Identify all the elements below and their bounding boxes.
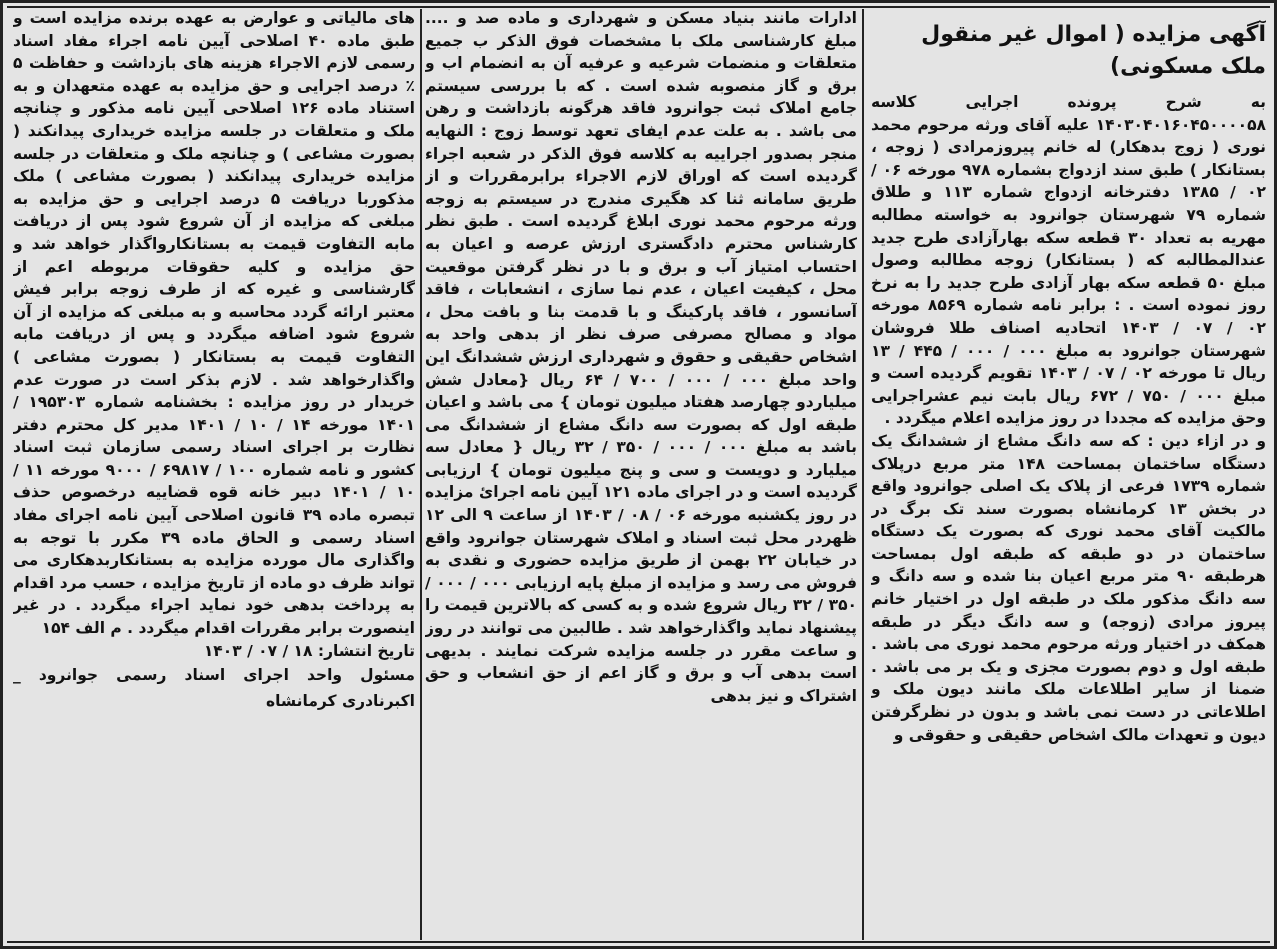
column-divider xyxy=(862,9,864,940)
notice-text-right: به شرح پرونده اجرایی کلاسه ۱۴۰۳۰۴۰۱۶۰۴۵۰۰۰۰۵۸ علیه آقای ورثه مرحوم محمد نوری ( زوج بدهکار) له خانم پیروزمرادی ( زوجه ، بستانکار ) طبق سند ازدواج بشماره ۹۷۸ مورخه ۰۶ / ۰۲ / ۱۳۸۵ دفترخانه ازدواج شماره ۱۱۳ و طلاق شماره ۷۹ شهرستان جوانرود به خواسته مطالبه مهریه به تعداد ۳۰ قطعه سکه بهارآزادی طرح جدید عندالمطالبه که ( بستانکار) زوجه مطالبه وصول مبلغ ۵۰ قطعه سکه بهار آزادی طرح جدید را به نرخ روز نموده است . : برابر نامه شماره ۸۵۶۹ مورخه ۰۲ / ۰۷ / ۱۴۰۳ اتحادیه اصناف طلا فروشان شهرستان جوانرود به مبلغ ۰۰۰ / ۰۰۰ / ۴۴۵ / ۱۳ ریال تا مورخه ۰۲ / ۰۷ / ۱۴۰۳ تقویم گردیده است و مبلغ ۰۰۰ / ۷۵۰ / ۶۷۲ ریال بابت نیم عشراجرایی وحق مزایده که مجددا در روز مزایده اعلام میگردد . و در ازاء دین : که سه دانگ مشاع از ششدانگ یک دستگاه ساختمان بمساحت ۱۴۸ متر مربع درپلاک شماره ۱۷۳۹ فرعی از پلاک یک اصلی جوانرود واقع در بخش ۱۳ کرمانشاه بصورت سند تک برگ در مالکیت آقای محمد نوری که بصورت یک دستگاه ساختمان در دو طبقه که طبقه اول بمساحت هرطبقه ۹۰ متر مربع اعیان بنا شده و سه دانگ و سه دانگ مذکور ملک در طبقه اول در اختیار خانم پیروز مرادی (زوجه) و سه دانگ دیگر در طبقه همکف در اختیار ورثه مرحوم محمد نوری می باشد . طبقه اول و دوم بصورت مجزی و یک بر می باشد . ضمنا از سایر اطلاعات ملک مانند دیون ملک و اطلاعاتی در دست نمی باشد و بدون در نظرگرفتن دیون و تعهدات مالک اشخاص حقیقی و حقوقی و xyxy=(871,93,1266,744)
column-divider xyxy=(420,9,422,940)
notice-text-left: های مالیاتی و عوارض به عهده برنده مزایده است و طبق ماده ۴۰ اصلاحی آیین نامه اجراء مفاد اسناد رسمی لازم الاجراء هزینه های بازداشت و حفاظت ۵ ٪ درصد اجرایی و حق مزایده به عهده متعهدان و به استناد ماده ۱۲۶ اصلاحی آیین نامه مذکور و چنانچه ملک و متعلقات در جلسه مزایده خریداری پیدانکند ( بصورت مشاعی ) و چنانچه ملک و متعلقات در جلسه مزایده خریداری پیدانکند ( بصورت مشاعی ) ملک مذکوربا دریافت ۵ درصد اجرایی و حق مزایده به مبلغی که مزایده از آن شروع شود پس از دریافت مابه التفاوت قیمت به بستانکارواگذار خواهد شد و حق مزایده و کلیه حقوقات مربوطه اعم از گارشناسی و غیره که از طرف زوجه برابر فیش معتبر ارائه گردد محاسبه و به مبلغی که مزایده از آن شروع شود اضافه میگردد و پس از دریافت مابه التفاوت قیمت به بستانکار ( بصورت مشاعی ) واگذارخواهد شد . لازم بذکر است در صورت عدم خریدار در روز مزایده : بخشنامه شماره ۱۹۵۳۰۳ / ۱۴۰۱ مورخه ۱۴ / ۱۰ / ۱۴۰۱ مدیر کل محترم دفتر نظارت بر اجرای اسناد رسمی سازمان ثبت اسناد کشور و نامه شماره ۱۰۰ / ۶۹۸۱۷ / ۹۰۰۰ مورخه ۱۱ / ۱۰ / ۱۴۰۱ دبیر خانه قوه قضاییه درخصوص حذف تبصره ماده ۳۹ قانون اصلاحی آیین نامه اجرای مفاد اسناد رسمی و الحاق ماده ۳۹ مکرر با توجه به واگذاری مال مورده مزایده به بستانکاربدهکاری می تواند ظرف دو ماده از تاریخ مزایده ، حسب مرد اقدام به پرداخت بدهی خود نماید اجراء میگردد . در غیر اینصورت برابر مقررات اقدام میگردد . م الف ۱۵۴ xyxy=(13,9,415,638)
column-right xyxy=(871,7,1266,942)
notice-text-middle: ادارات مانند بنیاد مسکن و شهرداری و ماده صد و .... مبلغ کارشناسی ملک با مشخصات فوق الذکر ب جمیع متعلقات و منضمات شرعیه و عرفیه آن به انضمام اب و برق و گاز منصوبه شده است . که با بررسی سیستم جامع املاک ثبت جوانرود فاقد هرگونه بازداشت و رهن می باشد . به علت عدم ایفای تعهد توسط زوج : النهایه منجر بصدور اجراییه به کلاسه فوق الذکر در شعبه اجراء گردیده است که اوراق لازم الاجراء برابرمقررات و از طریق سامانه ثنا کد هگیری مندرج در سیستم به زوجه ورثه مرحوم محمد نوری ابلاغ گردیده است . طبق نظر کارشناس محترم دادگستری ارزش عرصه و اعیان به احتساب امتیاز آب و برق و با در نظر گرفتن موقعیت محل ، کیفیت اعیان ، عدم نما سازی ، انشعابات ، فاقد آسانسور ، فاقد پارکینگ و با قدمت بنا و بافت محل ، مواد و مصالح مصرفی صرف نظر از بدهی واحد به اشخاص حقیقی و حقوق و شهرداری ارزش ششدانگ این واحد مبلغ ۰۰۰ / ۰۰۰ / ۷۰۰ / ۶۴ ریال {معادل شش میلیاردو چهارصد هفتاد میلیون تومان } می باشد و اعیان طبقه اول که بصورت سه دانگ مشاع از ششدانگ می باشد به مبلغ ۰۰۰ / ۰۰۰ / ۳۵۰ / ۳۲ ریال { معادل سه میلیارد و دویست و سی و پنج میلیون تومان } ارزیابی گردیده است و در اجرای ماده ۱۲۱ آیین نامه اجرائ مزایده در روز یکشنبه مورخه ۰۶ / ۰۸ / ۱۴۰۳ از ساعت ۹ الی ۱۲ ظهردر محل ثبت اسناد و املاک شهرستان جوانرود واقع در خیابان ۲۲ بهمن از طریق مزایده حضوری و نقدی به فروش می رسد و مزایده از مبلغ پایه ارزیابی ۰۰۰ / ۰۰۰ / ۳۵۰ / ۳۲ ریال شروع شده و به کسی که بالاترین قیمت را پیشنهاد نماید واگذارخواهد شد . طالبین می توانند در روز و ساعت مقرر در جلسه مزایده شرکت نمایند . بدیهی است بدهی آب و برق و گاز اعم از حق انشعاب و حق اشتراک و نیز بدهی xyxy=(425,9,857,705)
column-middle xyxy=(425,7,857,942)
column-left xyxy=(13,7,415,942)
notice-title: آگهی مزایده ( اموال غیر منقول ملک مسکونی) xyxy=(921,22,1266,79)
publish-date: تاریخ انتشار: ۱۸ / ۰۷ / ۱۴۰۳ xyxy=(203,641,415,660)
signature-block: مسئول واحد اجرای اسناد رسمی جوانرود _ اکبرنادری کرمانشاه xyxy=(13,666,415,711)
